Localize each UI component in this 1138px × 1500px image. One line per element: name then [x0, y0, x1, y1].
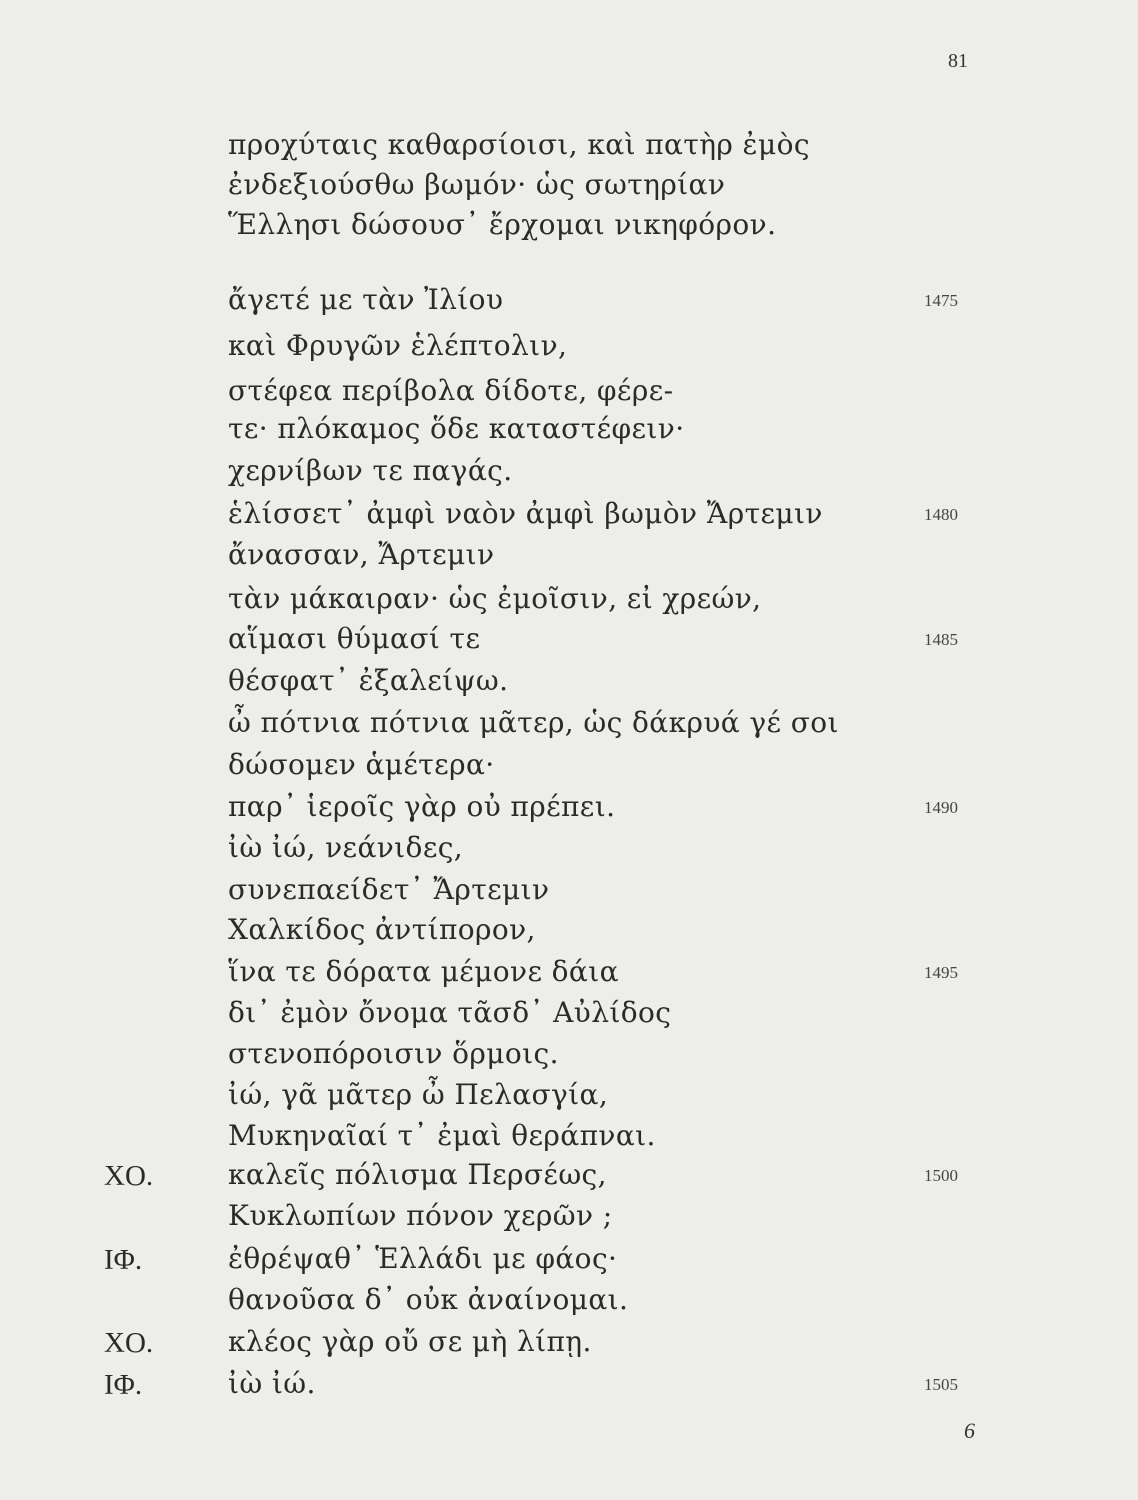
verse-line [0, 790, 1138, 830]
verse-line [0, 1199, 1138, 1239]
verse-text: Ἕλλησι δώσουσ᾽ ἔρχομαι νικηφόρον. [228, 208, 777, 241]
speaker-label: ΧΟ. [104, 1160, 154, 1192]
speaker-label: ΙΦ. [104, 1244, 143, 1276]
verse-line [0, 412, 1138, 452]
verse-line [0, 706, 1138, 746]
verse-line [0, 128, 1138, 168]
verse-text: παρ᾽ ἱεροῖς γὰρ οὐ πρέπει. [228, 790, 616, 823]
page-number: 81 [948, 50, 968, 72]
verse-text: στενοπόροισιν ὅρμοις. [228, 1037, 559, 1070]
verse-text: ἐθρέψαθ᾽ Ἑλλάδι με φάος· [228, 1242, 618, 1275]
verse-text: Κυκλωπίων πόνον χερῶν ; [228, 1199, 613, 1232]
line-number: 1500 [924, 1166, 958, 1185]
speaker-label: ΧΟ. [104, 1327, 154, 1359]
verse-text: ἄνασσαν, Ἄρτεμιν [228, 538, 495, 571]
verse-line [0, 748, 1138, 788]
verse-line [0, 1242, 1138, 1282]
line-number: 1475 [924, 291, 958, 310]
verse-text: ἐνδεξιούσθω βωμόν· ὡς σωτηρίαν [228, 168, 726, 201]
verse-line [0, 1119, 1138, 1159]
verse-text: δι᾽ ἐμὸν ὄνομα τᾶσδ᾽ Αὐλίδος [228, 996, 672, 1029]
verse-text: ἰὼ ἰώ. [228, 1367, 316, 1400]
verse-line [0, 1078, 1138, 1118]
line-number: 1485 [924, 630, 958, 649]
verse-line [0, 1037, 1138, 1077]
verse-line [0, 873, 1138, 913]
verse-text: προχύταις καθαρσίοισι, καὶ πατὴρ ἐμὸς [228, 128, 810, 161]
verse-text: ἑλίσσετ᾽ ἀμφὶ ναὸν ἀμφὶ βωμὸν Ἄρτεμιν [228, 497, 823, 530]
speaker-label: ΙΦ. [104, 1369, 143, 1401]
verse-text: ὦ πότνια πότνια μᾶτερ, ὡς δάκρυά γέ σοι [228, 706, 839, 739]
verse-line [0, 1367, 1138, 1407]
verse-text: ἰώ, γᾶ μᾶτερ ὦ Πελασγία, [228, 1078, 609, 1111]
verse-line [0, 664, 1138, 704]
verse-line [0, 454, 1138, 494]
verse-line [0, 582, 1138, 622]
verse-line [0, 497, 1138, 537]
line-number: 1480 [924, 505, 958, 524]
verse-text: θέσφατ᾽ ἐξαλείψω. [228, 664, 509, 697]
verse-line [0, 622, 1138, 662]
verse-text: τε· πλόκαμος ὅδε καταστέφειν· [228, 412, 685, 445]
verse-line [0, 329, 1138, 369]
verse-line [0, 538, 1138, 578]
verse-line [0, 1158, 1138, 1198]
verse-text: Μυκηναῖαί τ᾽ ἐμαὶ θεράπναι. [228, 1119, 656, 1152]
verse-text: ἰὼ ἰώ, νεάνιδες, [228, 831, 464, 864]
signature-mark: 6 [964, 1418, 975, 1443]
line-number: 1490 [924, 798, 958, 817]
verse-line [0, 996, 1138, 1036]
line-number: 1495 [924, 963, 958, 982]
verse-text: αἵμασι θύμασί τε [228, 622, 481, 655]
verse-line [0, 374, 1138, 414]
verse-line [0, 208, 1138, 248]
verse-line [0, 955, 1138, 995]
verse-line [0, 913, 1138, 953]
verse-text: Χαλκίδος ἀντίπορον, [228, 913, 536, 946]
verse-text: καὶ Φρυγῶν ἑλέπτολιν, [228, 329, 568, 362]
verse-line [0, 1325, 1138, 1365]
verse-line [0, 168, 1138, 208]
verse-line [0, 1283, 1138, 1323]
verse-text: συνεπαείδετ᾽ Ἄρτεμιν [228, 873, 550, 906]
verse-text: ἄγετέ με τὰν Ἰλίου [228, 283, 504, 316]
verse-text: δώσομεν ἁμέτερα· [228, 748, 495, 781]
verse-line [0, 831, 1138, 871]
verse-text: χερνίβων τε παγάς. [228, 454, 513, 487]
verse-text: στέφεα περίβολα δίδοτε, φέρε- [228, 374, 674, 407]
verse-text: τὰν μάκαιραν· ὡς ἐμοῖσιν, εἰ χρεών, [228, 582, 762, 615]
verse-text: καλεῖς πόλισμα Περσέως, [228, 1158, 607, 1191]
verse-line [0, 283, 1138, 323]
verse-text: ἵνα τε δόρατα μέμονε δάια [228, 955, 619, 988]
verse-text: κλέος γὰρ οὔ σε μὴ λίπῃ. [228, 1325, 592, 1358]
line-number: 1505 [924, 1375, 958, 1394]
verse-text: θανοῦσα δ᾽ οὐκ ἀναίνομαι. [228, 1283, 629, 1316]
